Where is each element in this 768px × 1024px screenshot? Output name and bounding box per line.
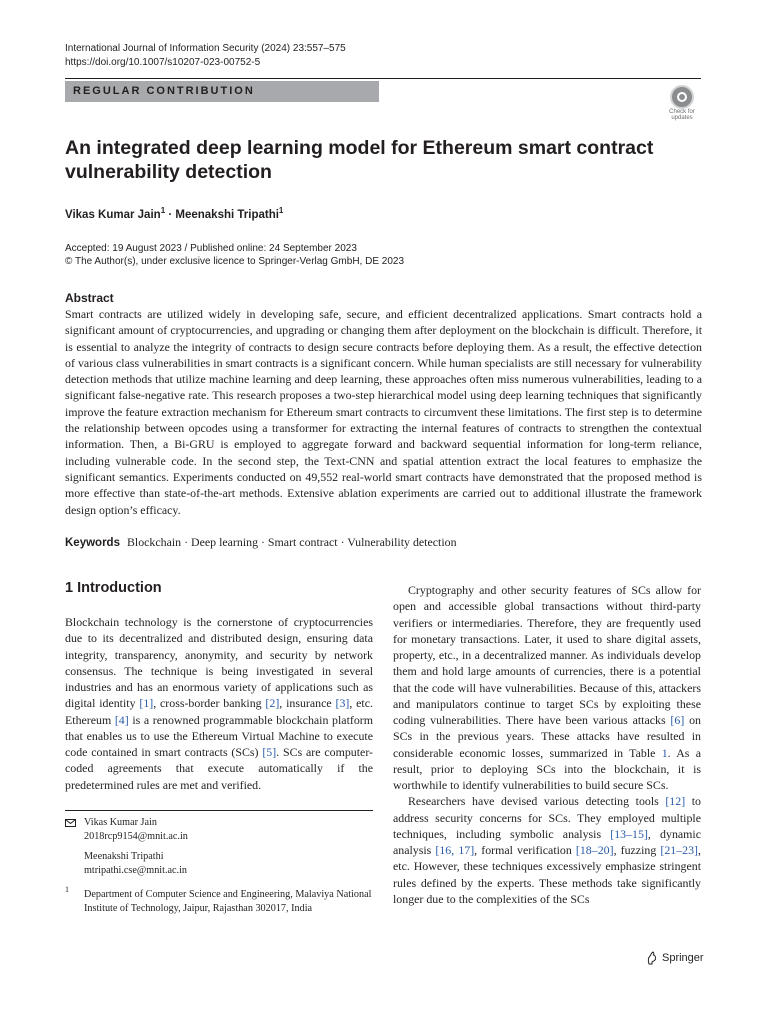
keywords-label: Keywords — [65, 537, 120, 549]
publication-dates: Accepted: 19 August 2023 / Published online: 24 September 2023 — [65, 243, 357, 254]
corresponding-author — [84, 816, 188, 843]
copyright-notice: © The Author(s), under exclusive licence to Springer-Verlag GmbH, DE 2023 — [65, 256, 405, 267]
body-paragraph: Cryptography and other security features of SCs allow for open and accessible global transactions without third-party verifiers or intermediaries. Therefore, they are frequently used for monetary transactions. Later, it used to share digital assets, property, etc., in a decentralized manner. As individuals develop them and hold large amounts of currencies, there is a potential that the code will have vulnerabilities. Because of this, attackers and manipulators continue to target SCs by exploiting these coding vulnerabilities. There have been various attacks [6] on SCs in the previous years. These attacks have resulted in considerable economic losses, summarized in Table 1. As a result, prior to deploying SCs into the blockchain, it is worthwhile to identify vulnerabilities to build secure SCs. — [393, 583, 701, 792]
doi-link[interactable]: https://doi.org/10.1007/s10207-023-00752-5 — [65, 57, 261, 68]
citation-link[interactable]: [4] — [114, 712, 129, 727]
footnote-author-email[interactable]: 2018rcp9154@mnit.ac.in — [84, 830, 188, 842]
affiliation-marker: 1 — [278, 206, 284, 215]
keywords-text: Blockchain · Deep learning · Smart contract · Vulnerability detection — [126, 535, 457, 549]
citation-link[interactable]: [21–23] — [660, 843, 699, 857]
citation-link[interactable]: [18–20] — [575, 843, 614, 857]
body-paragraph: Blockchain technology is the cornerstone of cryptocurrencies due to its decentralized and distributed design, ensuring data integrity, transparency, anonymity, and security by network consensus. The technique is being investigated in several industries and has an enormous variety of applications such as digital identity [1], cross-border banking [2], insurance [3], etc. Ethereum [4] is a renowned programmable blockchain platform that enables us to use the Ethereum Virtual Machine to execute code contained in smart contracts (SCs) [5]. SCs are computer-coded agreements that execute automatically if the predetermined rules are met and verified. — [65, 615, 373, 792]
citation-link[interactable]: [13–15] — [610, 826, 648, 841]
affiliation-number: 1 — [65, 885, 69, 894]
author-separator: · — [168, 208, 173, 221]
section-heading-introduction: 1 Introduction — [65, 580, 162, 596]
springer-horse-icon — [646, 951, 658, 965]
author-name[interactable]: Meenakshi Tripathi — [175, 208, 279, 221]
publisher-name: Springer — [662, 952, 704, 964]
abstract-text: Smart contracts are utilized widely in developing safe, secure, and efficient decentralized applications. Smart contracts hold a significant amount of cryptocurrencies, and upgrading or changing them after deployment on the blockchain is difficult. Therefore, it is essential to analyze the integrity of contracts to design secure contracts before deploying them. As a result, the effective detection of various class vulnerabilities in smart contracts is a significant concern. While human specialists are still necessary for vulnerability detection methods that utilize machine learning and deep learning, these approaches often miss numerous vulnerabilities, leading to a significant false-negative rate. This research proposes a two-step hierarchical model using deep learning techniques that significantly improve the feature extraction mechanism for Ethereum smart contracts to circumvent these limitations. The first step is to determine the relationship between opcodes using a transformer for extracting the internal features of contracts to strengthen the contextual information. Then, a Bi-GRU is employed to aggregate forward and backward sequential information for long-term reliance, including vulnerable code. In the second step, the Text-CNN and spatial attention extract the local features to emphasize the significant semantics. Experiments conducted on 49,552 real-world smart contracts have demonstrated that the proposed method is more effective than state-of-the-art methods. Extensive ablation experiments are carried out to additional illustrate the framework design option’s efficacy. — [65, 307, 702, 517]
author-list — [65, 203, 283, 223]
check-for-updates-icon — [670, 85, 694, 109]
citation-link[interactable]: [3] — [335, 696, 350, 711]
publisher-mark — [646, 951, 704, 965]
abstract-heading: Abstract — [65, 291, 114, 305]
citation-link[interactable]: [16, 17] — [435, 843, 475, 857]
footnote-author-name: Meenakshi Tripathi — [84, 851, 164, 862]
footnote-author-name: Vikas Kumar Jain — [84, 817, 157, 828]
citation-link[interactable]: [2] — [265, 696, 280, 711]
body-paragraph: Researchers have devised various detecting tools [12] to address security concerns for SCs. They employed multiple techniques, including symbolic analysis [13–15], dynamic analysis [16, 17], formal verification [18–20], fuzzing [21–23], etc. However, these techniques excessively emphasize stringent rules defined by the experts. These methods take significantly longer due to the complexities of the SCs — [393, 794, 702, 906]
author-name[interactable]: Vikas Kumar Jain — [65, 208, 161, 221]
paper-title: An integrated deep learning model for Ethereum smart contract vulnerability detection — [65, 137, 654, 183]
contribution-type-banner: REGULAR CONTRIBUTION — [65, 81, 379, 102]
mail-icon — [65, 819, 76, 827]
journal-citation: International Journal of Information Security (2024) 23:557–575 — [65, 43, 346, 54]
check-for-updates-badge[interactable] — [663, 85, 701, 123]
citation-link[interactable]: [6] — [670, 713, 685, 727]
body-column-left — [65, 614, 373, 793]
citation-link[interactable]: [1] — [139, 696, 154, 711]
citation-link[interactable]: [12] — [665, 794, 686, 809]
citation-link[interactable]: [5] — [262, 745, 277, 759]
header-rule — [65, 78, 701, 79]
badge-label-1: Check for — [669, 109, 695, 115]
keywords-line — [65, 534, 457, 551]
footnote-author-email[interactable]: mtripathi.cse@mnit.ac.in — [84, 864, 188, 876]
citation-link[interactable]: 1 — [661, 745, 668, 760]
coauthor — [84, 850, 187, 877]
affiliation-marker: 1 — [160, 206, 166, 215]
body-column-right — [393, 582, 701, 907]
footnote-rule — [65, 810, 373, 811]
affiliation-text: Department of Computer Science and Engineering, Malaviya National Institute of Technology, Jaipur, Rajasthan 302017, India — [84, 889, 372, 914]
badge-label-2: updates — [671, 115, 693, 121]
